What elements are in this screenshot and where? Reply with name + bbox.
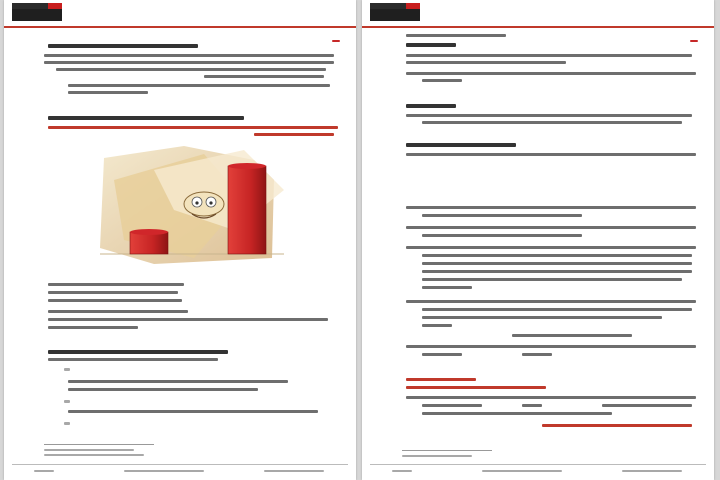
text-line (422, 214, 582, 217)
text-line (68, 410, 318, 413)
footer-left (392, 470, 412, 472)
footer-center (482, 470, 562, 472)
footer-left (34, 470, 54, 472)
text-line (406, 34, 506, 37)
text-line (68, 91, 148, 94)
footnote-line (402, 455, 472, 457)
section-heading (48, 44, 198, 48)
text-line (422, 412, 612, 415)
text-line (406, 153, 696, 156)
text-line (406, 72, 696, 75)
bar-2 (228, 166, 266, 254)
footer-rule (12, 464, 348, 465)
text-line (422, 404, 482, 407)
publisher-logo (12, 3, 62, 21)
text-line (48, 291, 178, 294)
section-heading (406, 43, 456, 47)
text-line (406, 114, 692, 117)
footer-center (124, 470, 204, 472)
text-line (68, 84, 330, 87)
chart-svg (94, 140, 290, 266)
text-line (68, 388, 258, 391)
header-rule (4, 26, 356, 28)
document-page-left (4, 0, 356, 480)
text-line (422, 308, 692, 311)
document-page-right (362, 0, 714, 480)
red-heading (406, 386, 546, 389)
bar-top-2 (228, 163, 266, 169)
footer-right (264, 470, 324, 472)
text-line (44, 54, 334, 57)
text-line (406, 246, 696, 249)
text-line (422, 286, 472, 289)
subsection-heading (48, 350, 228, 354)
text-line (406, 54, 692, 57)
bullet (64, 422, 70, 425)
footnote-rule (44, 444, 154, 445)
footnote-line (44, 454, 144, 456)
text-line (48, 283, 184, 286)
text-line (422, 353, 462, 356)
text-line (56, 68, 326, 71)
text-line (422, 324, 452, 327)
section-heading (406, 104, 456, 108)
logo-text (12, 9, 62, 21)
text-line (48, 358, 218, 361)
page-badge (690, 40, 698, 42)
illustrated-bar-chart (94, 140, 290, 266)
text-line (422, 278, 682, 281)
footnote-line (44, 449, 134, 451)
text-line (522, 353, 552, 356)
text-line (422, 79, 462, 82)
section-heading (406, 143, 516, 147)
text-line (422, 121, 682, 124)
text-line (422, 316, 662, 319)
text-line (422, 254, 692, 257)
bullet (64, 400, 70, 403)
text-line (48, 318, 328, 321)
text-line (48, 326, 138, 329)
text-line (44, 61, 334, 64)
bar-1 (130, 232, 168, 254)
red-text-line (542, 424, 692, 427)
text-line (406, 61, 566, 64)
text-line (406, 345, 696, 348)
text-line (422, 270, 692, 273)
red-heading (406, 378, 476, 381)
text-line (48, 299, 182, 302)
text-line (422, 262, 692, 265)
header-rule (362, 26, 714, 28)
footnote-rule (402, 450, 492, 451)
page-badge (332, 40, 340, 42)
text-line (48, 310, 188, 313)
footer-right (622, 470, 682, 472)
formula-line (512, 334, 632, 337)
text-line (406, 396, 696, 399)
red-text-line (48, 126, 338, 129)
footer-rule (370, 464, 706, 465)
text-line (406, 226, 696, 229)
text-line (422, 234, 582, 237)
text-line (522, 404, 542, 407)
bar-top-1 (130, 229, 168, 235)
bullet (64, 368, 70, 371)
text-line (602, 404, 692, 407)
text-line (68, 380, 288, 383)
figure-heading (48, 116, 244, 120)
publisher-logo (370, 3, 420, 21)
red-text-line (254, 133, 334, 136)
text-line (406, 300, 696, 303)
text-line (204, 75, 324, 78)
logo-text (370, 9, 420, 21)
text-line (406, 206, 696, 209)
